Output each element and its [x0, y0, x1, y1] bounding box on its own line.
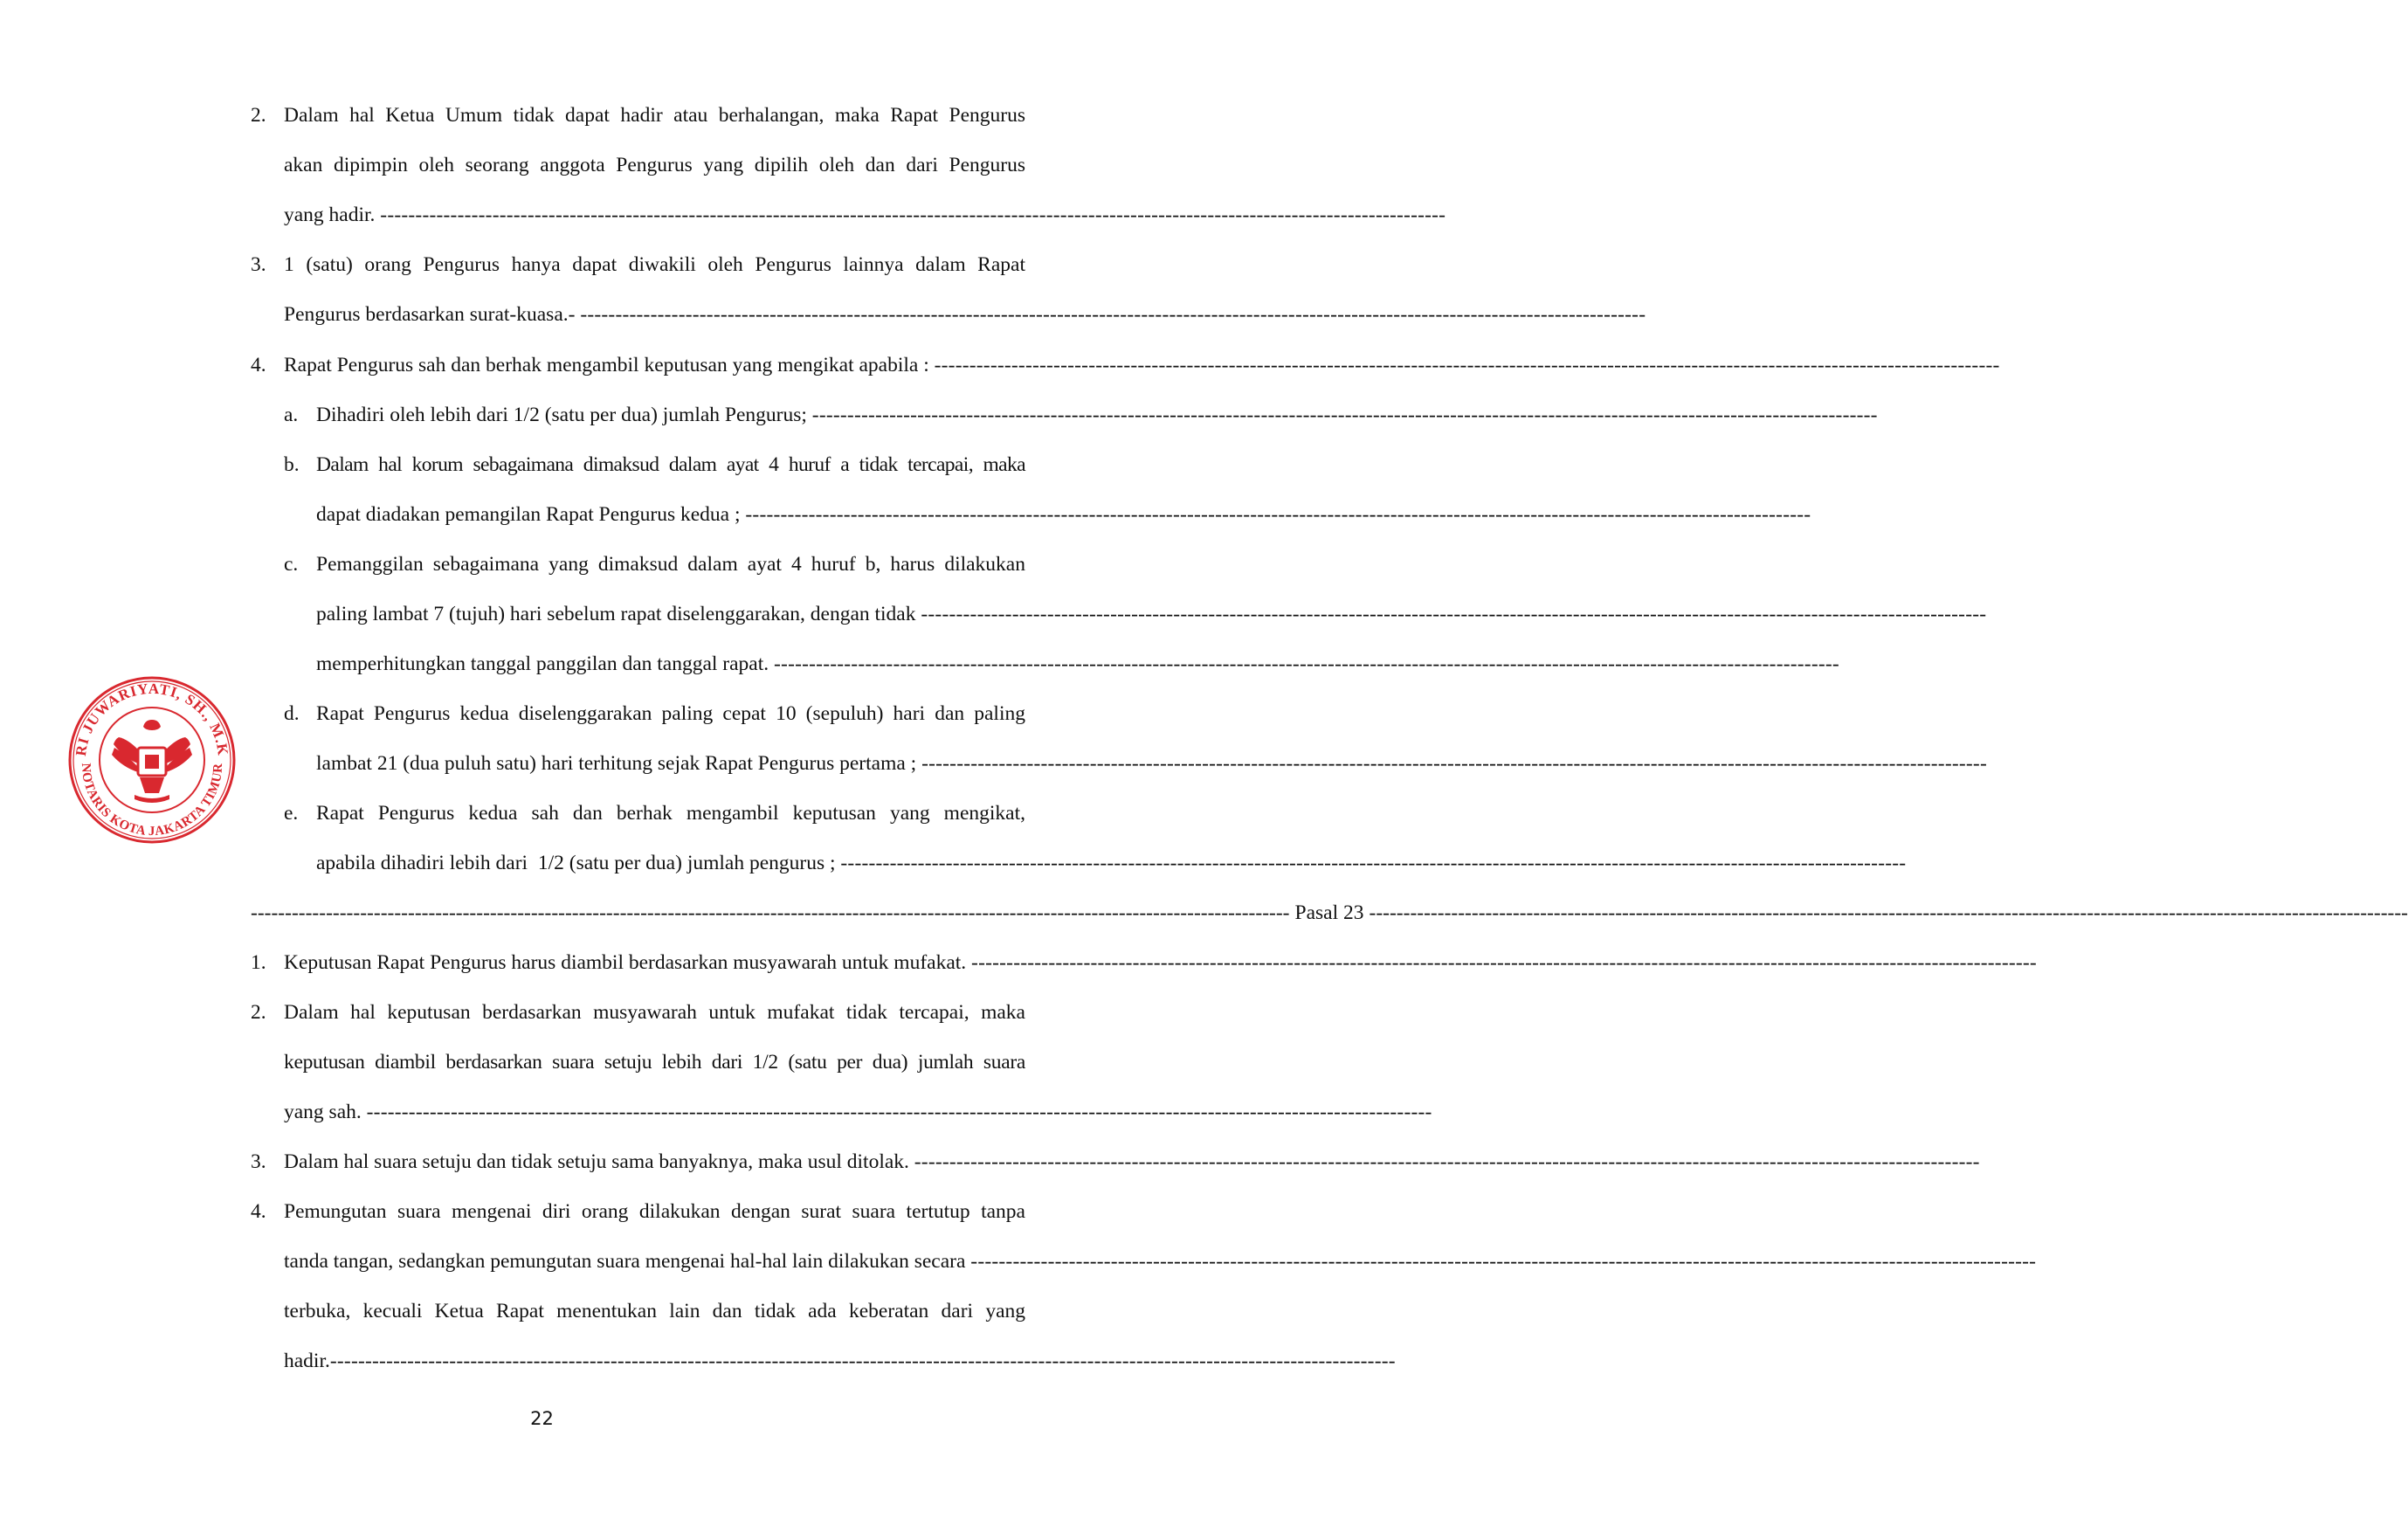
line-text: memperhitungkan tanggal panggilan dan tanggal rapat. [316, 653, 775, 675]
svg-text:SRI JUWARIYATI, SH., M.Kn [66, 674, 231, 757]
dash-filler: -------------------------------------------------------------------------------------------------------------------------------------------------------- [811, 404, 1878, 426]
dash-filler: -------------------------------------------------------------------------------------------------------------------------------------------------------- [329, 1350, 1396, 1372]
item-number: 4. [251, 354, 266, 376]
subitem-letter: e. [284, 802, 299, 825]
dash-filler: -------------------------------------------------------------------------------------------------------------------------------------------------------- [1369, 901, 2408, 924]
paragraph-line: Pemanggilan sebagaimana yang dimaksud dalam ayat 4 huruf b, harus dilakukan [316, 553, 1025, 576]
subitem-letter: c. [284, 553, 299, 576]
dash-filler: -------------------------------------------------------------------------------------------------------------------------------------------------------- [366, 1101, 1432, 1123]
paragraph-line: akan dipimpin oleh seorang anggota Pengurus yang dipilih oleh dan dari Pengurus [284, 154, 1025, 176]
dash-filler: -------------------------------------------------------------------------------------------------------------------------------------------------------- [380, 204, 1446, 226]
paragraph-line [316, 750, 1987, 777]
line-text: Keputusan Rapat Pengurus harus diambil berdasarkan musyawarah untuk mufakat. [284, 951, 972, 974]
line-text: hadir. [284, 1350, 330, 1372]
item-number: 2. [251, 1001, 266, 1024]
line-text: Pengurus berdasarkan surat-kuasa.- [284, 303, 581, 326]
article-title: Pasal 23 [1294, 901, 1364, 924]
paragraph-line: Rapat Pengurus kedua diselenggarakan paling cepat 10 (sepuluh) hari dan paling [316, 702, 1025, 725]
dash-filler: -------------------------------------------------------------------------------------------------------------------------------------------------------- [934, 354, 2000, 376]
page-number: 22 [530, 1408, 554, 1429]
item-number: 3. [251, 253, 266, 276]
paragraph-line: Pemungutan suara mengenai diri orang dilakukan dengan surat suara tertutup tanpa [284, 1200, 1025, 1223]
line-text: tanda tangan, sedangkan pemungutan suara mengenai hal-hal lain dilakukan secara [284, 1250, 971, 1273]
paragraph-line: 1 (satu) orang Pengurus hanya dapat diwakili oleh Pengurus lainnya dalam Rapat [284, 253, 1025, 276]
item-number: 3. [251, 1150, 266, 1173]
line-text: paling lambat 7 (tujuh) hari sebelum rapat diselenggarakan, dengan tidak [316, 603, 921, 625]
paragraph-line: terbuka, kecuali Ketua Rapat menentukan lain dan tidak ada keberatan dari yang [284, 1300, 1025, 1322]
paragraph-line [316, 601, 1987, 627]
paragraph-line: keputusan diambil berdasarkan suara setuju lebih dari 1/2 (satu per dua) jumlah suara [284, 1051, 1025, 1074]
paragraph-line [284, 1099, 1432, 1125]
dash-filler: -------------------------------------------------------------------------------------------------------------------------------------------------------- [914, 1150, 1980, 1173]
item-number: 2. [251, 104, 266, 127]
dash-filler: -------------------------------------------------------------------------------------------------------------------------------------------------------- [970, 1250, 2037, 1273]
line-text: lambat 21 (dua puluh satu) hari terhitung sejak Rapat Pengurus pertama ; [316, 752, 922, 775]
paragraph-line [284, 1348, 1396, 1374]
paragraph-line: Dalam hal Ketua Umum tidak dapat hadir atau berhalangan, maka Rapat Pengurus [284, 104, 1025, 127]
line-text: dapat diadakan pemangilan Rapat Pengurus kedua ; [316, 503, 746, 526]
garuda-emblem-icon [66, 674, 238, 846]
item-number: 1. [251, 951, 266, 974]
paragraph-line: Rapat Pengurus kedua sah dan berhak mengambil keputusan yang mengikat, [316, 802, 1025, 825]
paragraph-line [284, 352, 2000, 378]
dash-filler: -------------------------------------------------------------------------------------------------------------------------------------------------------- [921, 752, 1987, 775]
paragraph-line [284, 301, 1646, 328]
dash-filler: -------------------------------------------------------------------------------------------------------------------------------------------------------- [971, 951, 2037, 974]
dash-filler: -------------------------------------------------------------------------------------------------------------------------------------------------------- [580, 303, 1646, 326]
line-text: Dalam hal suara setuju dan tidak setuju sama banyaknya, maka usul ditolak. [284, 1150, 914, 1173]
seal-top-text: RI JUWARIYATI, SH., M.K [72, 680, 232, 757]
line-text: yang hadir. [284, 204, 381, 226]
dash-filler: -------------------------------------------------------------------------------------------------------------------------------------------------------- [251, 901, 1290, 924]
line-text: Dihadiri oleh lebih dari 1/2 (satu per dua) jumlah Pengurus; [316, 404, 812, 426]
article-heading [251, 900, 2408, 926]
paragraph-line [284, 1149, 1980, 1175]
dash-filler: -------------------------------------------------------------------------------------------------------------------------------------------------------- [745, 503, 1811, 526]
subitem-letter: a. [284, 404, 299, 426]
seal-bottom-text: NOTARIS KOTA JAKARTA TIMUR [78, 763, 226, 839]
dash-filler: -------------------------------------------------------------------------------------------------------------------------------------------------------- [840, 852, 1907, 874]
line-text: yang sah. [284, 1101, 367, 1123]
item-number: 4. [251, 1200, 266, 1223]
notary-seal [66, 674, 238, 846]
dash-filler: -------------------------------------------------------------------------------------------------------------------------------------------------------- [921, 603, 1987, 625]
paragraph-line: Dalam hal korum sebagaimana dimaksud dalam ayat 4 huruf a tidak tercapai, maka [316, 453, 1025, 476]
paragraph-line [316, 850, 1907, 876]
paragraph-line [284, 1248, 2037, 1274]
paragraph-line [316, 501, 1811, 528]
paragraph-line: Dalam hal keputusan berdasarkan musyawarah untuk mufakat tidak tercapai, maka [284, 1001, 1025, 1024]
subitem-letter: d. [284, 702, 300, 725]
paragraph-line [316, 402, 1878, 428]
line-text: Rapat Pengurus sah dan berhak mengambil keputusan yang mengikat apabila : [284, 354, 935, 376]
paragraph-line [284, 949, 2037, 976]
subitem-letter: b. [284, 453, 300, 476]
line-text: apabila dihadiri lebih dari 1/2 (satu per dua) jumlah pengurus ; [316, 852, 841, 874]
paragraph-line [284, 202, 1446, 228]
dash-filler: -------------------------------------------------------------------------------------------------------------------------------------------------------- [774, 653, 1839, 675]
paragraph-line [316, 651, 1839, 677]
